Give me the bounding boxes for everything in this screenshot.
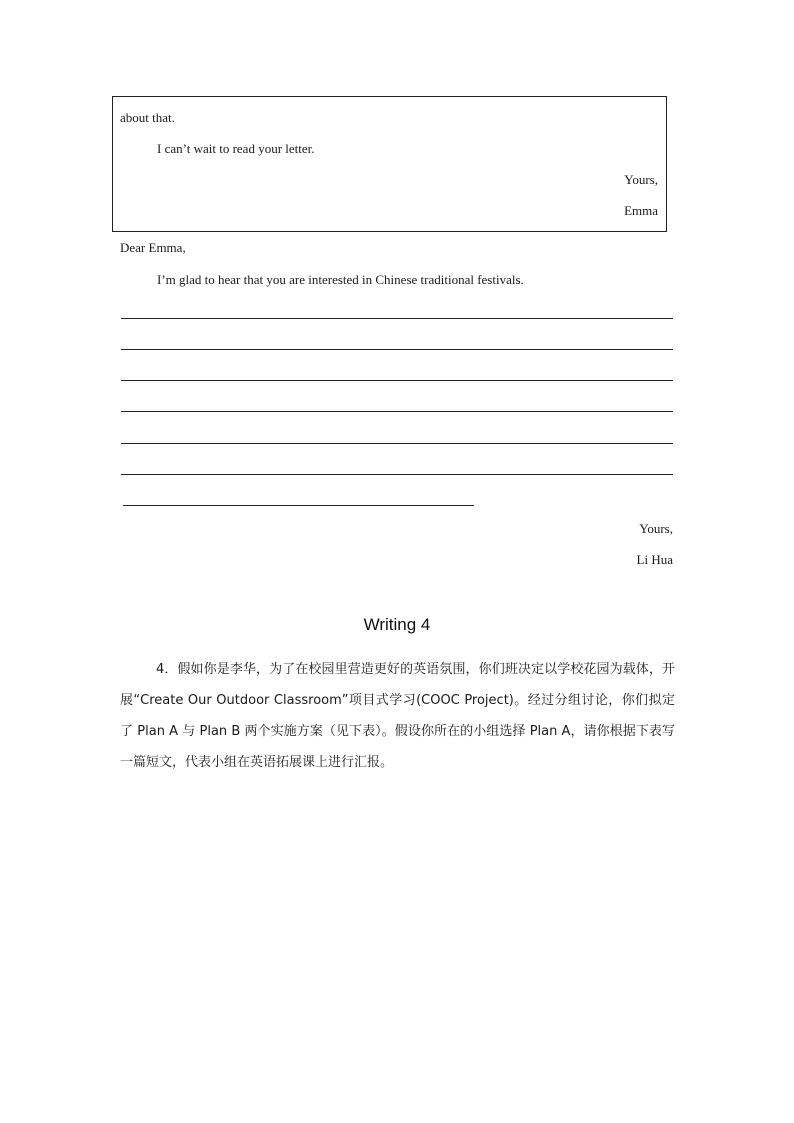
letter-signoff: Yours, [624,172,658,187]
reply-opening-line: I’m glad to hear that you are interested in Chinese traditional festivals. [157,272,524,287]
answer-line-3 [121,380,673,381]
incoming-letter-box [112,96,667,232]
reply-salutation: Dear Emma, [120,240,186,255]
letter-continued-text: about that. [120,110,175,125]
answer-line-4 [121,411,673,412]
answer-line-2 [121,349,673,350]
reply-signature: Li Hua [636,552,673,567]
answer-line-5 [121,443,673,444]
section-heading: Writing 4 [363,615,431,634]
letter-closing-line: I can’t wait to read your letter. [157,141,315,156]
answer-line-7 [123,505,474,506]
task-prompt: 4．假如你是李华，为了在校园里营造更好的英语氛围，你们班决定以学校花园为载体，开展“Create Our Outdoor Classroom”项目式学习(COOC Project)。经过分组讨论，你们拟定了 Plan A 与 Plan B 两个实施方案（见下表）。假设你所在的小组选择 Plan A，请你根据下表写一篇短文，代表小组在英语拓展课上进行汇报。 [120,662,675,770]
answer-line-6 [121,474,673,475]
reply-signoff: Yours, [639,521,673,536]
letter-signature: Emma [624,203,658,218]
answer-line-1 [121,318,673,319]
